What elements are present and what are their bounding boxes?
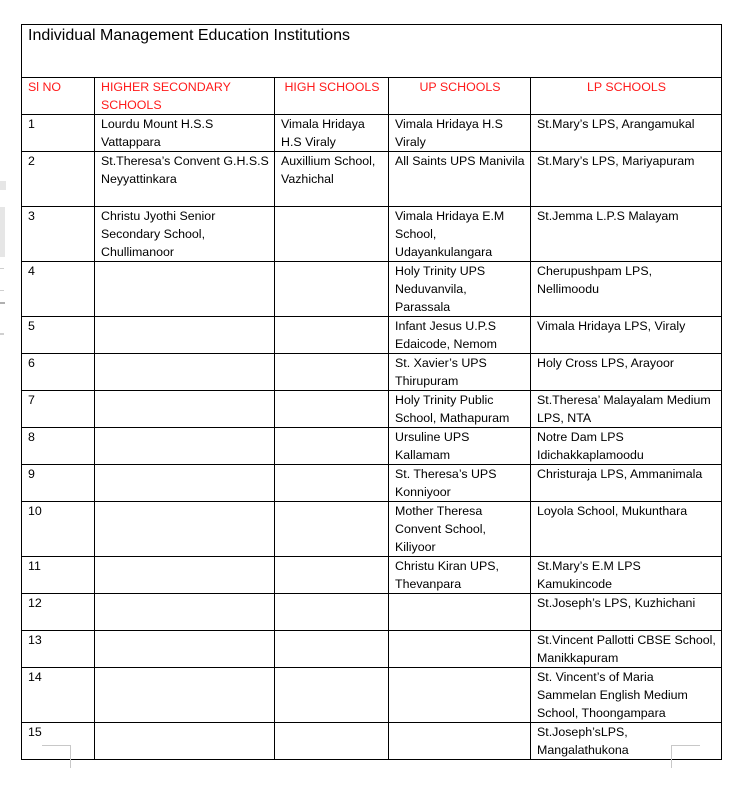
cell-up: Mother Theresa Convent School, Kiliyoor [389,502,531,557]
table-row [22,723,722,760]
cell-up: Infant Jesus U.P.S Edaicode, Nemom [389,317,531,354]
table-row [22,557,722,594]
cell-no: 1 [22,115,95,152]
cell-no: 3 [22,207,95,262]
cell-no: 12 [22,594,95,631]
cell-no: 8 [22,428,95,465]
cell-lp: St.Theresa’ Malayalam Medium LPS, NTA [531,391,722,428]
cell-hss [95,262,275,317]
cell-hss [95,428,275,465]
cell-no: 7 [22,391,95,428]
cell-lp: Notre Dam LPS Idichakkaplamoodu [531,428,722,465]
cell-hss [95,354,275,391]
column-header-lp-schools: LP SCHOOLS [531,78,722,115]
cell-hs [275,262,389,317]
cell-lp: St.Mary’s LPS, Arangamukal [531,115,722,152]
cell-hs [275,668,389,723]
cell-no: 2 [22,152,95,207]
cell-no: 13 [22,631,95,668]
cell-lp: St.Mary’s E.M LPS Kamukincode [531,557,722,594]
cell-no: 9 [22,465,95,502]
table-row [22,391,722,428]
cell-hs: Vimala Hridaya H.S Viraly [275,115,389,152]
cell-hs [275,317,389,354]
table-row [22,115,722,152]
cell-up: Holy Trinity Public School, Mathapuram [389,391,531,428]
cell-hss: Lourdu Mount H.S.S Vattappara [95,115,275,152]
cell-up: Ursuline UPS Kallamam [389,428,531,465]
table-row [22,502,722,557]
cell-up: St. Theresa’s UPS Konniyoor [389,465,531,502]
cell-up [389,594,531,631]
cell-up: Holy Trinity UPS Neduvanvila, Parassala [389,262,531,317]
document-title: Individual Management Education Institutions [22,25,722,78]
cell-hs: Auxillium School, Vazhichal [275,152,389,207]
cell-lp: St.Vincent Pallotti CBSE School, Manikkapuram [531,631,722,668]
cell-hs [275,354,389,391]
table-row [22,668,722,723]
table-row [22,594,722,631]
cell-hss [95,502,275,557]
cell-up [389,668,531,723]
cell-no: 5 [22,317,95,354]
table-row [22,207,722,262]
table-row [22,465,722,502]
title-row [22,25,722,78]
cell-lp: St.Jemma L.P.S Malayam [531,207,722,262]
cell-lp: St.Joseph’s LPS, Kuzhichani [531,594,722,631]
cell-up: Vimala Hridaya H.S Viraly [389,115,531,152]
cell-hs [275,502,389,557]
cell-lp: St.Mary’s LPS, Mariyapuram [531,152,722,207]
cell-lp: Cherupushpam LPS, Nellimoodu [531,262,722,317]
cell-hs [275,428,389,465]
cell-hs [275,391,389,428]
cell-hs [275,465,389,502]
table-row [22,428,722,465]
cell-up: St. Xavier’s UPS Thirupuram [389,354,531,391]
table-row [22,631,722,668]
table-row [22,152,722,207]
table-row [22,262,722,317]
column-header-sl-no: Sl NO [22,78,95,115]
page-corner-mark-right [671,745,700,768]
institutions-table [21,24,722,760]
cell-hss [95,723,275,760]
column-header-high-schools: HIGH SCHOOLS [275,78,389,115]
cell-no: 10 [22,502,95,557]
cell-hss [95,317,275,354]
cell-up [389,631,531,668]
cell-hss [95,668,275,723]
column-header-higher-secondary: HIGHER SECONDARY SCHOOLS [95,78,275,115]
cell-no: 11 [22,557,95,594]
cell-no: 6 [22,354,95,391]
cell-hss [95,391,275,428]
cell-up [389,723,531,760]
cell-hss: St.Theresa’s Convent G.H.S.S Neyyattinkara [95,152,275,207]
table-row [22,354,722,391]
cell-hs [275,723,389,760]
cell-no: 14 [22,668,95,723]
cell-hs [275,631,389,668]
cell-hss [95,594,275,631]
header-row [22,78,722,115]
cell-lp: St.Joseph’sLPS, Mangalathukona [531,723,722,760]
column-header-up-schools: UP SCHOOLS [389,78,531,115]
cell-hs [275,594,389,631]
cell-hs [275,557,389,594]
cell-lp: Christuraja LPS, Ammanimala [531,465,722,502]
cell-up: Vimala Hridaya E.M School, Udayankulangara [389,207,531,262]
window-edge-artifacts [0,0,12,798]
cell-lp: Loyola School, Mukunthara [531,502,722,557]
cell-hss [95,465,275,502]
cell-hss: Christu Jyothi Senior Secondary School, Chullimanoor [95,207,275,262]
table-row [22,317,722,354]
cell-hss [95,631,275,668]
cell-hs [275,207,389,262]
cell-lp: Holy Cross LPS, Arayoor [531,354,722,391]
page-corner-mark-left [42,745,71,768]
cell-no: 4 [22,262,95,317]
cell-lp: St. Vincent’s of Maria Sammelan English Medium School, Thoongampara [531,668,722,723]
table-body [22,115,722,760]
cell-up: All Saints UPS Manivila [389,152,531,207]
cell-no: 15 [22,723,95,760]
cell-lp: Vimala Hridaya LPS, Viraly [531,317,722,354]
cell-up: Christu Kiran UPS, Thevanpara [389,557,531,594]
cell-hss [95,557,275,594]
